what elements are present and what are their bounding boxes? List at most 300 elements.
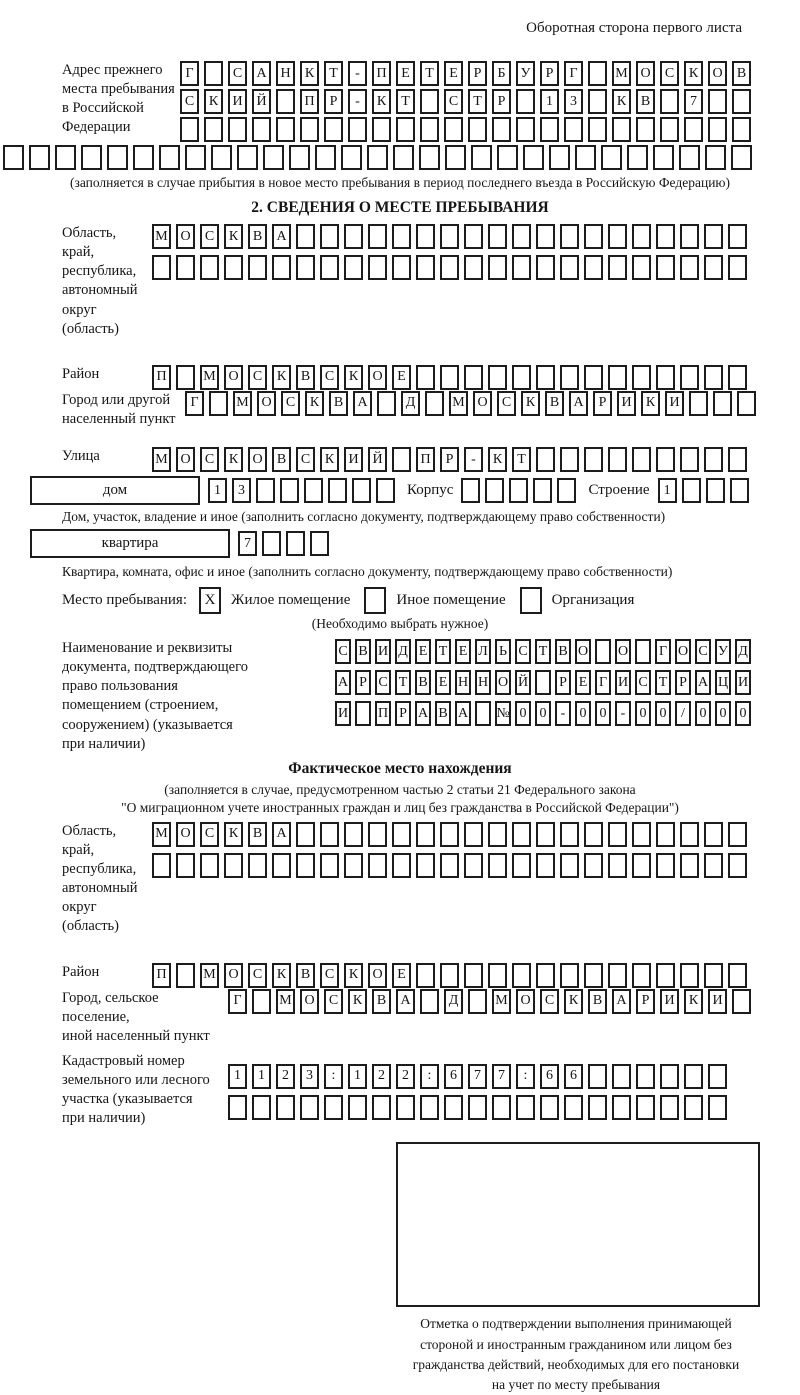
char-box[interactable] bbox=[368, 224, 387, 249]
char-box[interactable] bbox=[392, 447, 411, 472]
char-box[interactable] bbox=[612, 117, 631, 142]
char-box[interactable] bbox=[368, 853, 387, 878]
char-box[interactable] bbox=[488, 963, 507, 988]
char-box[interactable]: 3 bbox=[564, 89, 583, 114]
char-box[interactable]: К bbox=[684, 61, 703, 86]
char-box[interactable]: - bbox=[348, 61, 367, 86]
char-box[interactable] bbox=[488, 224, 507, 249]
char-box[interactable] bbox=[533, 478, 552, 503]
char-box[interactable]: С bbox=[180, 89, 199, 114]
char-box[interactable]: Ц bbox=[715, 670, 731, 695]
char-box[interactable] bbox=[684, 1064, 703, 1089]
char-box[interactable] bbox=[444, 117, 463, 142]
char-box[interactable] bbox=[464, 853, 483, 878]
char-box[interactable]: Т bbox=[420, 61, 439, 86]
char-box[interactable] bbox=[680, 365, 699, 390]
char-box[interactable] bbox=[656, 822, 675, 847]
char-box[interactable] bbox=[440, 963, 459, 988]
char-box[interactable]: К bbox=[320, 447, 339, 472]
char-box[interactable] bbox=[488, 255, 507, 280]
char-box[interactable]: К bbox=[204, 89, 223, 114]
char-box[interactable] bbox=[377, 391, 396, 416]
char-box[interactable]: О bbox=[575, 639, 591, 664]
char-box[interactable] bbox=[516, 89, 535, 114]
char-box[interactable] bbox=[704, 224, 723, 249]
char-box[interactable] bbox=[731, 145, 752, 170]
char-box[interactable] bbox=[420, 1095, 439, 1120]
char-box[interactable]: 6 bbox=[564, 1064, 583, 1089]
char-box[interactable]: П bbox=[416, 447, 435, 472]
char-box[interactable] bbox=[440, 255, 459, 280]
checkbox-residential[interactable]: X bbox=[199, 587, 221, 614]
char-box[interactable]: С bbox=[695, 639, 711, 664]
char-box[interactable]: П bbox=[152, 365, 171, 390]
char-box[interactable]: И bbox=[617, 391, 636, 416]
char-box[interactable] bbox=[296, 853, 315, 878]
char-box[interactable] bbox=[296, 255, 315, 280]
char-box[interactable] bbox=[348, 1095, 367, 1120]
char-box[interactable] bbox=[684, 1095, 703, 1120]
char-box[interactable]: В bbox=[555, 639, 571, 664]
char-box[interactable] bbox=[304, 478, 323, 503]
char-box[interactable] bbox=[680, 255, 699, 280]
char-box[interactable] bbox=[705, 145, 726, 170]
checkbox-organization[interactable] bbox=[520, 587, 542, 614]
char-box[interactable] bbox=[584, 963, 603, 988]
char-box[interactable] bbox=[704, 963, 723, 988]
char-box[interactable]: / bbox=[675, 701, 691, 726]
char-box[interactable] bbox=[209, 391, 228, 416]
char-box[interactable] bbox=[584, 853, 603, 878]
char-box[interactable]: О bbox=[224, 365, 243, 390]
char-box[interactable] bbox=[588, 1095, 607, 1120]
char-box[interactable]: Е bbox=[455, 639, 471, 664]
char-box[interactable] bbox=[29, 145, 50, 170]
char-box[interactable] bbox=[296, 822, 315, 847]
char-box[interactable]: О bbox=[248, 447, 267, 472]
char-box[interactable] bbox=[248, 255, 267, 280]
char-box[interactable] bbox=[355, 701, 371, 726]
char-box[interactable] bbox=[608, 224, 627, 249]
char-box[interactable] bbox=[224, 853, 243, 878]
char-box[interactable]: А bbox=[252, 61, 271, 86]
char-box[interactable]: 3 bbox=[300, 1064, 319, 1089]
char-box[interactable]: К bbox=[488, 447, 507, 472]
char-box[interactable]: О bbox=[176, 224, 195, 249]
char-box[interactable] bbox=[684, 117, 703, 142]
char-box[interactable] bbox=[680, 963, 699, 988]
char-box[interactable]: О bbox=[368, 365, 387, 390]
char-box[interactable] bbox=[248, 853, 267, 878]
char-box[interactable] bbox=[468, 989, 487, 1014]
char-box[interactable]: Н bbox=[455, 670, 471, 695]
char-box[interactable]: К bbox=[684, 989, 703, 1014]
char-box[interactable]: Г bbox=[655, 639, 671, 664]
char-box[interactable]: Г bbox=[564, 61, 583, 86]
char-box[interactable]: Н bbox=[276, 61, 295, 86]
char-box[interactable]: В bbox=[248, 822, 267, 847]
char-box[interactable] bbox=[584, 255, 603, 280]
char-box[interactable] bbox=[682, 478, 701, 503]
char-box[interactable] bbox=[564, 1095, 583, 1120]
char-box[interactable] bbox=[588, 1064, 607, 1089]
char-box[interactable]: А bbox=[272, 224, 291, 249]
char-box[interactable] bbox=[464, 224, 483, 249]
char-box[interactable] bbox=[632, 822, 651, 847]
char-box[interactable] bbox=[368, 822, 387, 847]
char-box[interactable]: № bbox=[495, 701, 511, 726]
char-box[interactable]: Е bbox=[435, 670, 451, 695]
char-box[interactable] bbox=[352, 478, 371, 503]
char-box[interactable] bbox=[636, 1095, 655, 1120]
char-box[interactable]: Р bbox=[492, 89, 511, 114]
char-box[interactable]: К bbox=[300, 61, 319, 86]
char-box[interactable] bbox=[497, 145, 518, 170]
char-box[interactable] bbox=[396, 1095, 415, 1120]
char-box[interactable] bbox=[372, 1095, 391, 1120]
char-box[interactable]: Е bbox=[396, 61, 415, 86]
char-box[interactable]: И bbox=[228, 89, 247, 114]
char-box[interactable] bbox=[252, 989, 271, 1014]
char-box[interactable] bbox=[276, 1095, 295, 1120]
char-box[interactable] bbox=[737, 391, 756, 416]
char-box[interactable] bbox=[728, 822, 747, 847]
char-box[interactable] bbox=[420, 989, 439, 1014]
char-box[interactable]: К bbox=[564, 989, 583, 1014]
char-box[interactable] bbox=[159, 145, 180, 170]
char-box[interactable] bbox=[512, 365, 531, 390]
char-box[interactable] bbox=[728, 963, 747, 988]
char-box[interactable]: О bbox=[176, 447, 195, 472]
char-box[interactable]: В bbox=[355, 639, 371, 664]
char-box[interactable]: Т bbox=[435, 639, 451, 664]
char-box[interactable] bbox=[320, 255, 339, 280]
char-box[interactable]: В bbox=[588, 989, 607, 1014]
char-box[interactable]: В bbox=[415, 670, 431, 695]
char-box[interactable]: С bbox=[248, 365, 267, 390]
char-box[interactable] bbox=[632, 365, 651, 390]
char-box[interactable]: К bbox=[305, 391, 324, 416]
char-box[interactable] bbox=[656, 963, 675, 988]
char-box[interactable]: 1 bbox=[658, 478, 677, 503]
char-box[interactable] bbox=[376, 478, 395, 503]
char-box[interactable] bbox=[289, 145, 310, 170]
char-box[interactable] bbox=[416, 224, 435, 249]
char-box[interactable]: П bbox=[300, 89, 319, 114]
char-box[interactable] bbox=[392, 853, 411, 878]
char-box[interactable] bbox=[252, 1095, 271, 1120]
char-box[interactable] bbox=[584, 224, 603, 249]
char-box[interactable] bbox=[440, 853, 459, 878]
char-box[interactable] bbox=[536, 365, 555, 390]
char-box[interactable]: 0 bbox=[715, 701, 731, 726]
char-box[interactable] bbox=[416, 963, 435, 988]
char-box[interactable] bbox=[564, 117, 583, 142]
char-box[interactable]: Е bbox=[392, 963, 411, 988]
char-box[interactable] bbox=[152, 255, 171, 280]
char-box[interactable] bbox=[536, 447, 555, 472]
char-box[interactable]: С bbox=[296, 447, 315, 472]
char-box[interactable]: С bbox=[335, 639, 351, 664]
char-box[interactable]: Г bbox=[595, 670, 611, 695]
char-box[interactable] bbox=[656, 365, 675, 390]
char-box[interactable] bbox=[560, 224, 579, 249]
char-box[interactable] bbox=[636, 117, 655, 142]
char-box[interactable]: О bbox=[516, 989, 535, 1014]
char-box[interactable] bbox=[608, 255, 627, 280]
char-box[interactable] bbox=[608, 822, 627, 847]
char-box[interactable] bbox=[368, 255, 387, 280]
char-box[interactable]: Д bbox=[444, 989, 463, 1014]
char-box[interactable]: Т bbox=[395, 670, 411, 695]
char-box[interactable] bbox=[728, 365, 747, 390]
char-box[interactable] bbox=[601, 145, 622, 170]
char-box[interactable] bbox=[392, 255, 411, 280]
char-box[interactable]: К bbox=[224, 447, 243, 472]
char-box[interactable] bbox=[704, 853, 723, 878]
char-box[interactable]: А bbox=[353, 391, 372, 416]
char-box[interactable]: В bbox=[636, 89, 655, 114]
char-box[interactable] bbox=[272, 853, 291, 878]
char-box[interactable]: М bbox=[152, 224, 171, 249]
char-box[interactable] bbox=[328, 478, 347, 503]
char-box[interactable] bbox=[588, 89, 607, 114]
char-box[interactable]: 7 bbox=[468, 1064, 487, 1089]
char-box[interactable]: М bbox=[612, 61, 631, 86]
char-box[interactable]: К bbox=[641, 391, 660, 416]
char-box[interactable] bbox=[320, 224, 339, 249]
char-box[interactable]: П bbox=[375, 701, 391, 726]
char-box[interactable]: С bbox=[444, 89, 463, 114]
char-box[interactable] bbox=[680, 853, 699, 878]
char-box[interactable] bbox=[632, 224, 651, 249]
char-box[interactable]: : bbox=[516, 1064, 535, 1089]
char-box[interactable]: Р bbox=[440, 447, 459, 472]
char-box[interactable]: Й bbox=[515, 670, 531, 695]
char-box[interactable]: О bbox=[300, 989, 319, 1014]
char-box[interactable] bbox=[680, 447, 699, 472]
char-box[interactable] bbox=[679, 145, 700, 170]
char-box[interactable] bbox=[636, 1064, 655, 1089]
char-box[interactable]: С bbox=[200, 224, 219, 249]
char-box[interactable]: 7 bbox=[684, 89, 703, 114]
char-box[interactable] bbox=[730, 478, 749, 503]
char-box[interactable]: 0 bbox=[595, 701, 611, 726]
char-box[interactable]: 0 bbox=[535, 701, 551, 726]
char-box[interactable]: 0 bbox=[575, 701, 591, 726]
char-box[interactable]: Ь bbox=[495, 639, 511, 664]
char-box[interactable]: М bbox=[200, 963, 219, 988]
char-box[interactable] bbox=[608, 963, 627, 988]
char-box[interactable]: 7 bbox=[238, 531, 257, 556]
char-box[interactable] bbox=[180, 117, 199, 142]
char-box[interactable]: : bbox=[420, 1064, 439, 1089]
char-box[interactable]: К bbox=[224, 822, 243, 847]
char-box[interactable] bbox=[632, 853, 651, 878]
char-box[interactable]: Д bbox=[401, 391, 420, 416]
char-box[interactable] bbox=[444, 1095, 463, 1120]
char-box[interactable]: И bbox=[375, 639, 391, 664]
char-box[interactable] bbox=[509, 478, 528, 503]
char-box[interactable]: М bbox=[152, 822, 171, 847]
char-box[interactable] bbox=[575, 145, 596, 170]
char-box[interactable]: С bbox=[228, 61, 247, 86]
char-box[interactable]: 6 bbox=[540, 1064, 559, 1089]
char-box[interactable]: 2 bbox=[276, 1064, 295, 1089]
char-box[interactable] bbox=[653, 145, 674, 170]
char-box[interactable]: 1 bbox=[208, 478, 227, 503]
char-box[interactable]: 2 bbox=[372, 1064, 391, 1089]
char-box[interactable] bbox=[512, 822, 531, 847]
char-box[interactable]: О bbox=[176, 822, 195, 847]
checkbox-other-premises[interactable] bbox=[364, 587, 386, 614]
char-box[interactable] bbox=[228, 117, 247, 142]
char-box[interactable] bbox=[660, 1064, 679, 1089]
char-box[interactable]: К bbox=[272, 963, 291, 988]
char-box[interactable]: Р bbox=[593, 391, 612, 416]
char-box[interactable]: О bbox=[257, 391, 276, 416]
char-box[interactable] bbox=[55, 145, 76, 170]
char-box[interactable] bbox=[512, 255, 531, 280]
char-box[interactable] bbox=[392, 822, 411, 847]
char-box[interactable] bbox=[176, 365, 195, 390]
char-box[interactable] bbox=[420, 89, 439, 114]
char-box[interactable] bbox=[348, 117, 367, 142]
char-box[interactable]: А bbox=[396, 989, 415, 1014]
char-box[interactable] bbox=[512, 224, 531, 249]
char-box[interactable] bbox=[536, 224, 555, 249]
char-box[interactable]: 1 bbox=[540, 89, 559, 114]
char-box[interactable] bbox=[420, 117, 439, 142]
char-box[interactable]: А bbox=[415, 701, 431, 726]
char-box[interactable] bbox=[344, 224, 363, 249]
char-box[interactable] bbox=[276, 89, 295, 114]
char-box[interactable]: 0 bbox=[695, 701, 711, 726]
char-box[interactable] bbox=[416, 853, 435, 878]
char-box[interactable]: К bbox=[344, 365, 363, 390]
char-box[interactable] bbox=[680, 224, 699, 249]
char-box[interactable]: М bbox=[152, 447, 171, 472]
char-box[interactable] bbox=[536, 963, 555, 988]
char-box[interactable] bbox=[632, 447, 651, 472]
char-box[interactable] bbox=[656, 255, 675, 280]
char-box[interactable] bbox=[708, 1064, 727, 1089]
char-box[interactable]: М bbox=[200, 365, 219, 390]
char-box[interactable] bbox=[464, 822, 483, 847]
char-box[interactable] bbox=[475, 701, 491, 726]
char-box[interactable]: : bbox=[324, 1064, 343, 1089]
char-box[interactable]: Т bbox=[396, 89, 415, 114]
char-box[interactable]: К bbox=[612, 89, 631, 114]
char-box[interactable] bbox=[488, 365, 507, 390]
char-box[interactable]: Н bbox=[475, 670, 491, 695]
char-box[interactable]: 2 bbox=[396, 1064, 415, 1089]
char-box[interactable] bbox=[185, 145, 206, 170]
char-box[interactable]: С bbox=[320, 963, 339, 988]
char-box[interactable]: Г bbox=[228, 989, 247, 1014]
char-box[interactable] bbox=[211, 145, 232, 170]
char-box[interactable] bbox=[656, 447, 675, 472]
char-box[interactable] bbox=[728, 853, 747, 878]
char-box[interactable] bbox=[557, 478, 576, 503]
char-box[interactable] bbox=[492, 117, 511, 142]
char-box[interactable]: К bbox=[348, 989, 367, 1014]
char-box[interactable] bbox=[464, 255, 483, 280]
confirmation-stamp-area[interactable] bbox=[396, 1142, 760, 1307]
char-box[interactable] bbox=[176, 963, 195, 988]
char-box[interactable] bbox=[540, 117, 559, 142]
char-box[interactable] bbox=[344, 853, 363, 878]
char-box[interactable]: С bbox=[515, 639, 531, 664]
char-box[interactable]: 0 bbox=[655, 701, 671, 726]
char-box[interactable] bbox=[608, 853, 627, 878]
char-box[interactable] bbox=[516, 117, 535, 142]
char-box[interactable]: М bbox=[276, 989, 295, 1014]
char-box[interactable] bbox=[276, 117, 295, 142]
char-box[interactable]: Р bbox=[468, 61, 487, 86]
char-box[interactable]: В bbox=[248, 224, 267, 249]
char-box[interactable] bbox=[286, 531, 305, 556]
char-box[interactable]: П bbox=[152, 963, 171, 988]
char-box[interactable] bbox=[440, 822, 459, 847]
char-box[interactable] bbox=[324, 117, 343, 142]
char-box[interactable] bbox=[280, 478, 299, 503]
char-box[interactable]: У bbox=[715, 639, 731, 664]
char-box[interactable]: И bbox=[660, 989, 679, 1014]
char-box[interactable] bbox=[660, 117, 679, 142]
char-box[interactable]: И bbox=[735, 670, 751, 695]
char-box[interactable] bbox=[704, 822, 723, 847]
char-box[interactable] bbox=[252, 117, 271, 142]
char-box[interactable]: Т bbox=[324, 61, 343, 86]
char-box[interactable] bbox=[320, 822, 339, 847]
char-box[interactable]: В bbox=[372, 989, 391, 1014]
char-box[interactable] bbox=[393, 145, 414, 170]
char-box[interactable] bbox=[656, 853, 675, 878]
char-box[interactable]: Е bbox=[392, 365, 411, 390]
char-box[interactable] bbox=[512, 963, 531, 988]
char-box[interactable] bbox=[523, 145, 544, 170]
char-box[interactable] bbox=[468, 1095, 487, 1120]
char-box[interactable] bbox=[632, 255, 651, 280]
char-box[interactable] bbox=[263, 145, 284, 170]
char-box[interactable] bbox=[660, 89, 679, 114]
char-box[interactable]: Б bbox=[492, 61, 511, 86]
char-box[interactable] bbox=[200, 853, 219, 878]
char-box[interactable]: С bbox=[320, 365, 339, 390]
char-box[interactable] bbox=[612, 1095, 631, 1120]
char-box[interactable]: С bbox=[375, 670, 391, 695]
char-box[interactable]: И bbox=[344, 447, 363, 472]
char-box[interactable] bbox=[416, 365, 435, 390]
char-box[interactable]: Й bbox=[252, 89, 271, 114]
char-box[interactable]: А bbox=[695, 670, 711, 695]
char-box[interactable] bbox=[536, 255, 555, 280]
char-box[interactable]: С bbox=[281, 391, 300, 416]
char-box[interactable] bbox=[344, 255, 363, 280]
char-box[interactable] bbox=[656, 224, 675, 249]
char-box[interactable]: О bbox=[473, 391, 492, 416]
char-box[interactable]: Г bbox=[180, 61, 199, 86]
char-box[interactable] bbox=[419, 145, 440, 170]
char-box[interactable] bbox=[627, 145, 648, 170]
char-box[interactable] bbox=[708, 117, 727, 142]
char-box[interactable]: А bbox=[455, 701, 471, 726]
char-box[interactable] bbox=[344, 822, 363, 847]
char-box[interactable] bbox=[310, 531, 329, 556]
char-box[interactable] bbox=[560, 853, 579, 878]
char-box[interactable] bbox=[588, 117, 607, 142]
